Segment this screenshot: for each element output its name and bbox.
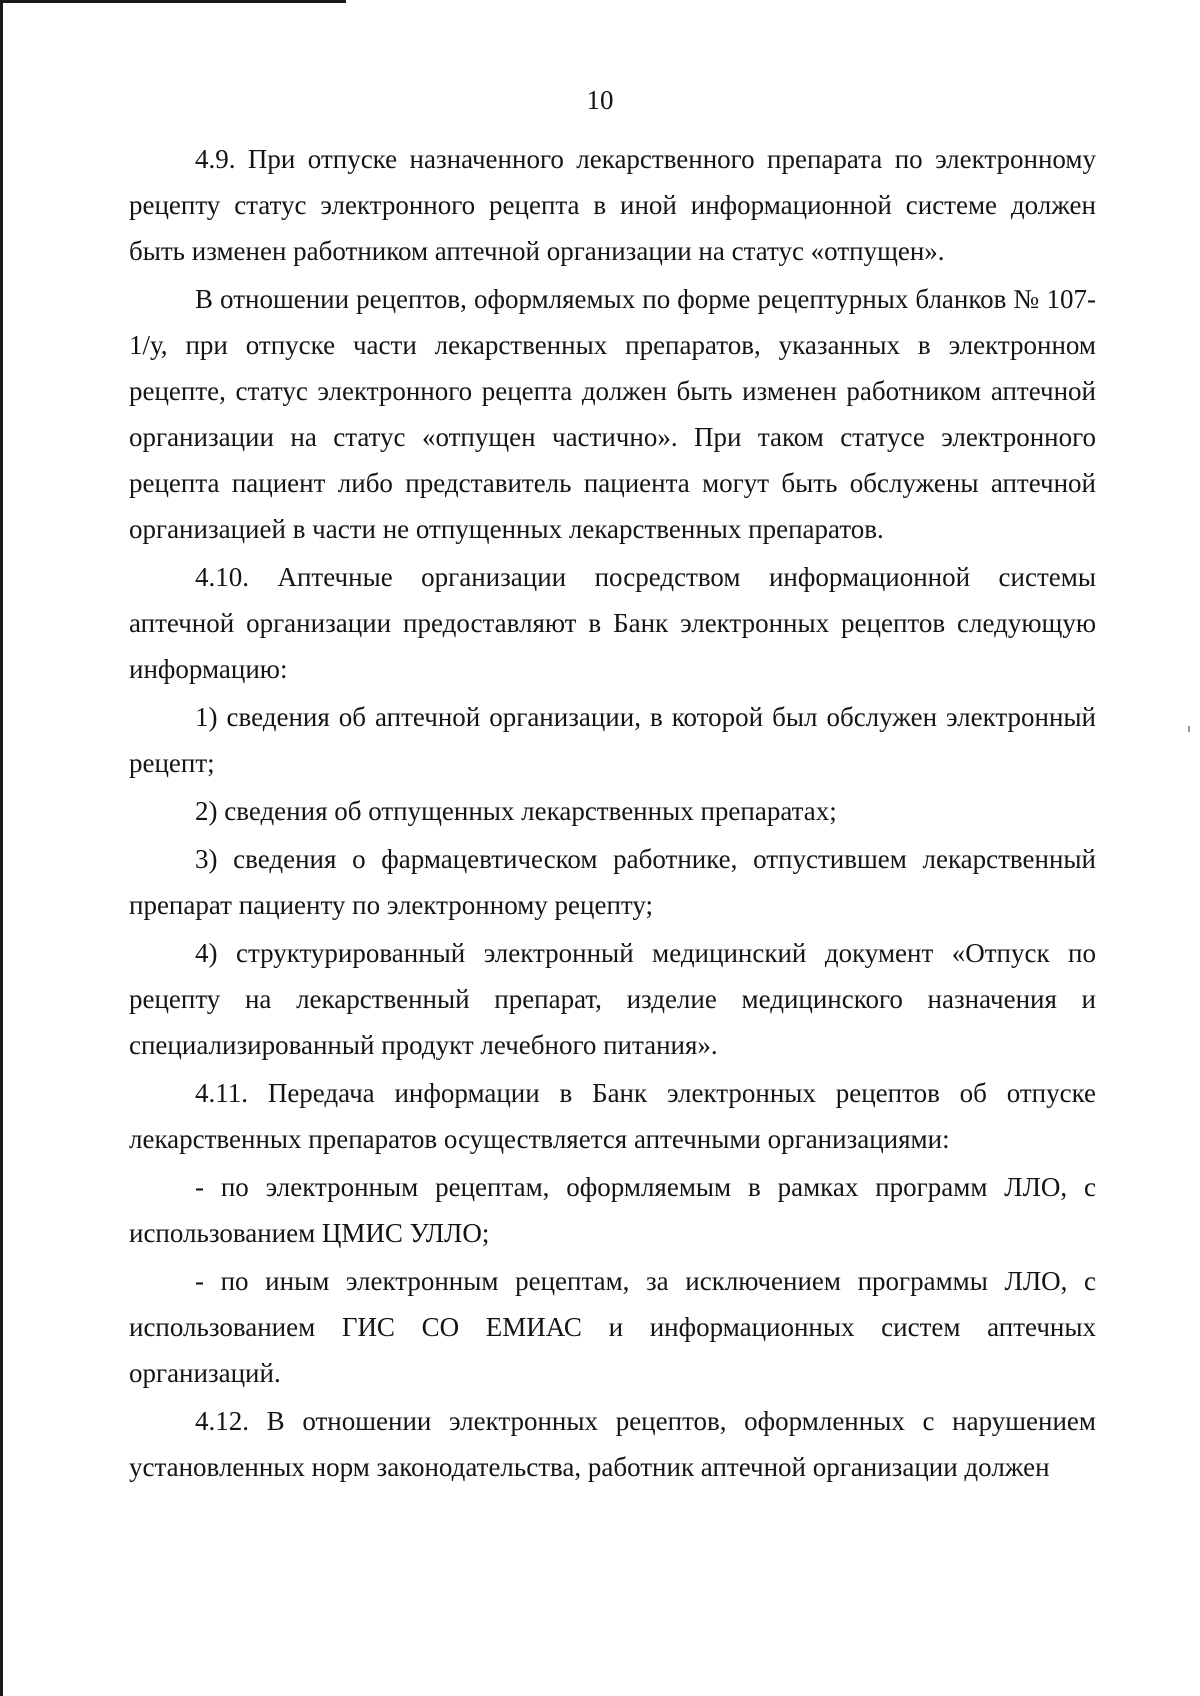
list-item-3: 3) сведения о фармацевтическом работнике, отпустившем лекарственный препарат пациенту по электронному рецепту; [129,844,1096,920]
list-item-1: 1) сведения об аптечной организации, в которой был обслужен электронный рецепт; [129,702,1096,778]
document-body [129,136,1096,1490]
paragraph-form-107: В отношении рецептов, оформляемых по форме рецептурных бланков № 107-1/у, при отпуске части лекарственных препаратов, указанных в электронном рецепте, статус электронного рецепта должен быть изменен работником аптечной организации на статус «отпущен частично». При таком статусе электронного рецепта пациент либо представитель пациента могут быть обслужены аптечной организацией в части не отпущенных лекарственных препаратов. [129,284,1096,544]
list-item-4: 4) структурированный электронный медицинский документ «Отпуск по рецепту на лекарственный препарат, изделие медицинского назначения и специализированный продукт лечебного питания». [129,938,1096,1060]
dash-item-other: - по иным электронным рецептам, за исключением программы ЛЛО, с использованием ГИС СО ЕМИАС и информационных систем аптечных организаций. [129,1266,1096,1388]
page-number: 10 [586,85,614,115]
scan-speck [1188,726,1190,732]
paragraph-4-11: 4.11. Передача информации в Банк электронных рецептов об отпуске лекарственных препаратов осуществляется аптечными организациями: [129,1078,1096,1154]
scan-edge-left [0,0,3,1696]
scan-edge-top [0,0,346,3]
paragraph-4-9: 4.9. При отпуске назначенного лекарственного препарата по электронному рецепту статус электронного рецепта в иной информационной системе должен быть изменен работником аптечной организации на статус «отпущен». [129,144,1096,266]
paragraph-4-10: 4.10. Аптечные организации посредством информационной системы аптечной организации предоставляют в Банк электронных рецептов следующую информацию: [129,562,1096,684]
paragraph-4-12: 4.12. В отношении электронных рецептов, оформленных с нарушением установленных норм законодательства, работник аптечной организации должен [129,1406,1096,1482]
dash-item-llo: - по электронным рецептам, оформляемым в рамках программ ЛЛО, с использованием ЦМИС УЛЛО; [129,1172,1096,1248]
list-item-2: 2) сведения об отпущенных лекарственных препаратах; [195,796,837,826]
